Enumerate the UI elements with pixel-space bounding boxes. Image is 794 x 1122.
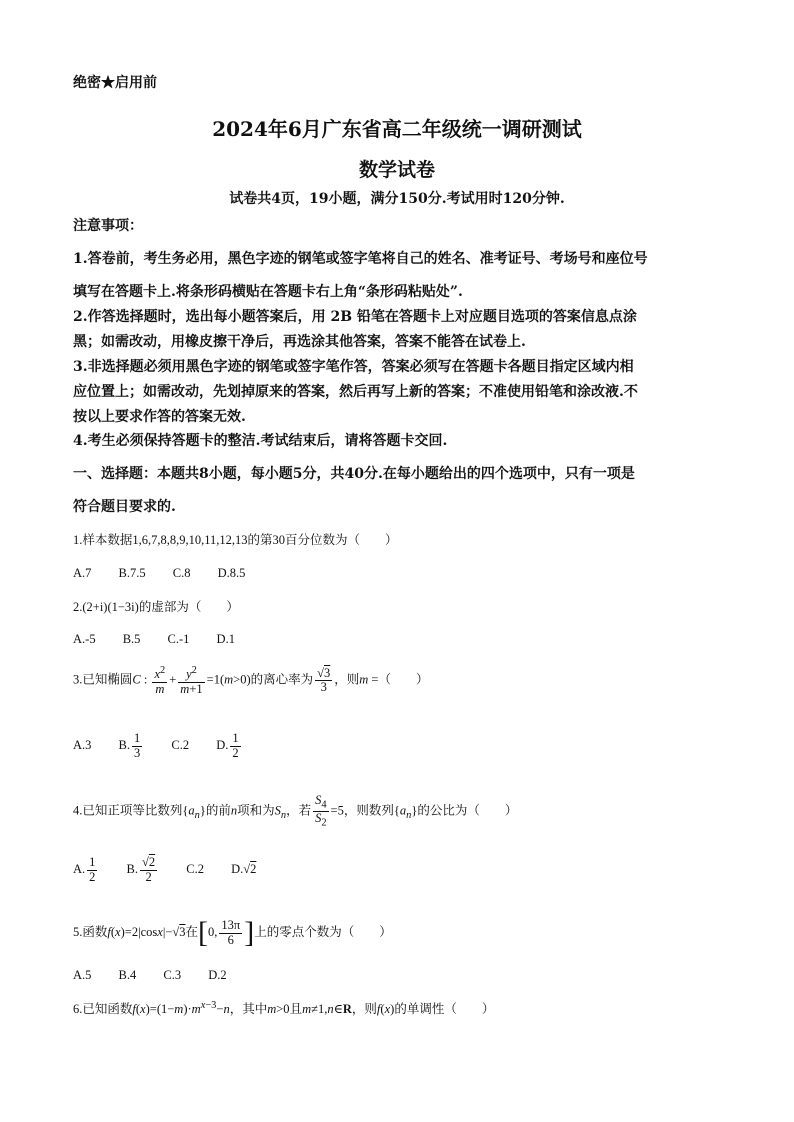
fraction-y2-m1: $\frac{y^2}{m+1}$ — [180, 665, 203, 696]
question-2-options — [73, 632, 259, 647]
fraction-sqrt2-2: $\frac{√2}{2}$ — [142, 855, 156, 884]
option-label: D. — [231, 862, 244, 877]
question-number: 2. — [73, 600, 83, 614]
option-d — [216, 732, 242, 761]
question-text: 项和为 — [237, 803, 275, 818]
question-4: 4.已知正项等比数列$\{a_n\}$的前n项和为$S_n$，若 $\frac{S_4}{S_2}$ =5，则数列$\{a_n\}$的公比为（ ） — [73, 793, 518, 829]
section-heading: 一、选择题：本题共8小题，每小题5分，共40分.在每小题给出的四个选项中，只有一项是 — [73, 466, 635, 482]
notes-heading: 注意事项： — [73, 218, 143, 234]
fraction-x2-m: $\frac{x^2}{m}$ — [154, 665, 166, 696]
fraction-1-2: $\frac{1}{2}$ — [89, 855, 96, 884]
note-line: 按以上要求作答的答案无效. — [73, 409, 246, 425]
note-line: 黑；如需改动，用橡皮擦干净后，再选涂其他答案，答案不能答在试卷上. — [73, 334, 526, 350]
note-line: 1.答卷前，考生务必用，黑色字迹的钢笔或签字笔将自己的姓名、准考证号、考场号和座位号 — [73, 251, 648, 267]
fraction-sqrt3-3: $\frac{√3}{3}$ — [317, 665, 331, 695]
note-line: 2.作答选择题时，选出每小题答案后，用 2B 铅笔在答题卡上对应题目选项的答案信息点涂 — [73, 309, 637, 325]
question-1-options — [73, 566, 269, 581]
option-a: A.5 — [73, 968, 92, 982]
option-b — [119, 732, 145, 761]
question-text: 5.函数 — [73, 924, 108, 939]
question-text: 的离心率为 — [250, 672, 314, 687]
option-a: A.3 — [73, 738, 92, 753]
note-line: 4.考生必须保持答题卡的整洁.考试结束后，请将答题卡交回. — [73, 433, 448, 449]
question-text: 4.已知正项等比数列 — [73, 803, 183, 818]
option-d: D.8.5 — [217, 566, 246, 580]
option-c: C.-1 — [167, 632, 190, 646]
complex-expression: (2+i)(1−3i) — [82, 600, 139, 614]
question-6: 6.已知函数$f(x)=(1-m)\cdot m^{x-3}-n$，其中m>0且m≠1,n∈R，则f(x)的单调性（ ） — [73, 999, 495, 1016]
question-text: 的虚部为（ ） — [138, 600, 239, 614]
option-label: B. — [118, 738, 130, 753]
fraction-1-3: $\frac{1}{3}$ — [134, 731, 141, 760]
option-c: C.3 — [163, 968, 182, 982]
confidential-mark: 绝密★启用前 — [73, 75, 157, 91]
exam-subtitle: 数学试卷 — [358, 159, 435, 181]
question-text: （ ） — [378, 672, 429, 687]
question-text: ，则 — [351, 1002, 377, 1016]
question-text: ，则数列 — [343, 803, 394, 818]
question-1: 1.样本数据1,6,7,8,8,9,10,11,12,13的第30百分位数为（ ） — [73, 533, 398, 547]
question-text: 的公比为（ ） — [417, 803, 518, 818]
question-text: 的单调性（ ） — [394, 1002, 495, 1016]
option-d: D.√2 — [231, 862, 257, 877]
question-text: 3.已知椭圆 — [73, 672, 133, 687]
question-text: 在 — [185, 924, 198, 939]
option-c: C.8 — [172, 566, 191, 580]
question-text: ，若 — [286, 803, 312, 818]
question-5-options — [73, 968, 251, 983]
question-3-options — [73, 732, 267, 761]
option-b — [127, 856, 160, 885]
option-d: D.2 — [208, 968, 227, 982]
note-line: 填写在答题卡上.将条形码横贴在答题卡右上角“条形码粘贴处”. — [73, 284, 463, 300]
fraction-s4-s2: $\frac{S_4}{S_2}$ — [315, 793, 327, 829]
note-line: 应位置上；如需改动，先划掉原来的答案，然后再写上新的答案；不准使用铅笔和涂改液.不 — [73, 384, 638, 400]
option-label: A. — [73, 862, 86, 877]
question-text: 且 — [289, 1002, 303, 1016]
option-a: A.7 — [73, 566, 92, 580]
question-text: ，则 — [334, 672, 360, 687]
fraction-1-2: $\frac{1}{2}$ — [232, 731, 239, 760]
option-b: B.7.5 — [118, 566, 146, 580]
question-text: 上的零点个数为（ ） — [254, 924, 392, 939]
question-5: 5.函数f(x)=2|cosx|−√3在[0, $\frac{13\pi}{6}$ ]上的零点个数为（ ） — [73, 916, 392, 949]
option-label: D. — [216, 738, 229, 753]
option-c: C.2 — [171, 738, 190, 753]
question-4-options — [73, 856, 280, 885]
option-label: B. — [126, 862, 138, 877]
exam-info: 试卷共4页，19小题，满分150分.考试用时120分钟. — [229, 191, 565, 207]
note-line: 3.非选择题必须用黑色字迹的钢笔或签字笔作答，答案必须写在答题卡各题目指定区域内相 — [73, 359, 634, 375]
exam-title: 2024年6月广东省高二年级统一调研测试 — [212, 117, 582, 141]
option-b: B.5 — [122, 632, 141, 646]
section-heading-cont: 符合题目要求的. — [73, 499, 176, 515]
option-a: A.-5 — [73, 632, 96, 646]
question-2 — [73, 597, 239, 615]
question-3: 3.已知椭圆C : $\frac{x^2}{m}$ + $\frac{y^2}{m+1}$ =1(m>0)的离心率为 $\frac{√3}{3}$ ，则m =（ ） — [73, 665, 429, 696]
question-text: ，其中 — [229, 1002, 268, 1016]
option-c: C.2 — [186, 862, 204, 877]
question-text: 6.已知函数 — [73, 1002, 133, 1016]
question-text: 的前 — [205, 803, 231, 818]
fraction-13pi-6: $\frac{13\pi}{6}$ — [221, 917, 241, 947]
option-b: B.4 — [118, 968, 137, 982]
option-a — [73, 856, 99, 885]
option-d: D.1 — [216, 632, 235, 646]
